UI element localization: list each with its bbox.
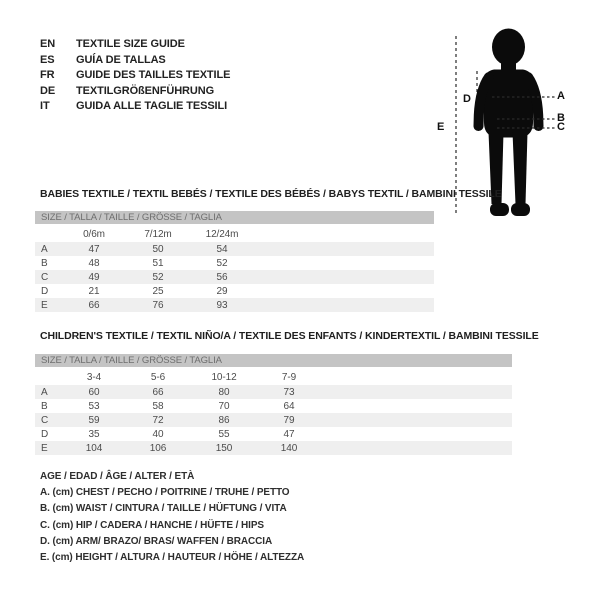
cell: 59: [88, 414, 100, 426]
babies-col-header: 7/12m: [144, 228, 172, 240]
cell: 29: [216, 285, 228, 297]
legend-age-line: AGE / EDAD / ÂGE / ALTER / ETÀ: [40, 471, 195, 482]
cell: 51: [152, 257, 164, 269]
cell: 64: [283, 400, 295, 412]
cell: 73: [283, 386, 295, 398]
language-code: ES: [40, 53, 55, 66]
cell: 104: [85, 442, 103, 454]
language-row-es: [40, 53, 230, 69]
language-list: [40, 37, 230, 115]
cell: 47: [283, 428, 295, 440]
language-title: GUÍA DE TALLAS: [76, 53, 166, 66]
legend-hip-line: C. (cm) HIP / CADERA / HANCHE / HÜFTE / HIPS: [40, 519, 264, 531]
row-label: A: [41, 386, 48, 398]
cell: 52: [216, 257, 228, 269]
babies-col-header: 0/6m: [83, 228, 105, 240]
table-row: [35, 284, 434, 298]
cell: 93: [216, 299, 228, 311]
children-column-headers: [35, 370, 512, 384]
language-row-de: [40, 84, 230, 100]
legend-arm-line: D. (cm) ARM/ BRAZO/ BRAS/ WAFFEN / BRACCIA: [40, 535, 273, 547]
table-row: [35, 385, 512, 399]
row-label: C: [41, 271, 49, 283]
figure-label-waist: B: [557, 112, 565, 124]
children-col-header: 10-12: [211, 371, 237, 383]
cell: 79: [283, 414, 295, 426]
language-title: TEXTILGRÖßENFÜHRUNG: [76, 84, 215, 97]
cell: 25: [152, 285, 164, 297]
language-row-en: [40, 37, 230, 53]
children-col-header: 3-4: [86, 371, 102, 383]
babies-column-headers: [35, 227, 434, 241]
row-label: C: [41, 414, 49, 426]
language-title: GUIDE DES TAILLES TEXTILE: [76, 69, 231, 82]
cell: 60: [88, 386, 100, 398]
table-row: [35, 413, 512, 427]
cell: 70: [218, 400, 230, 412]
cell: 40: [152, 428, 164, 440]
cell: 49: [88, 271, 100, 283]
figure-label-chest: A: [557, 90, 565, 102]
children-col-header: 7-9: [281, 371, 297, 383]
cell: 66: [152, 386, 164, 398]
cell: 150: [215, 442, 233, 454]
measurement-legend: [40, 469, 304, 566]
cell: 86: [218, 414, 230, 426]
table-row: [35, 399, 512, 413]
children-size-header-bar: SIZE / TALLA / TAILLE / GRÖSSE / TAGLIA: [35, 354, 512, 367]
babies-table-body: [35, 242, 434, 312]
children-table-body: [35, 385, 512, 455]
cell: 47: [88, 243, 100, 255]
language-row-it: [40, 99, 230, 115]
legend-height-line: E. (cm) HEIGHT / ALTURA / HAUTEUR / HÖHE / ALTEZZA: [40, 551, 305, 563]
language-code: DE: [40, 84, 56, 97]
cell: 56: [216, 271, 228, 283]
table-row: [35, 441, 512, 455]
cell: 21: [88, 285, 100, 297]
cell: 35: [88, 428, 100, 440]
table-row: [35, 242, 434, 256]
row-label: D: [41, 428, 49, 440]
children-section-title: CHILDREN'S TEXTILE / TEXTIL NIÑO/A / TEXTILE DES ENFANTS / KINDERTEXTIL / BAMBINI TESSILE: [40, 330, 539, 342]
cell: 52: [152, 271, 164, 283]
cell: 50: [152, 243, 164, 255]
table-row: [35, 256, 434, 270]
legend-chest-line: A. (cm) CHEST / PECHO / POITRINE / TRUHE / PETTO: [40, 487, 290, 499]
cell: 80: [218, 386, 230, 398]
language-code: IT: [40, 100, 50, 113]
language-code: EN: [40, 38, 56, 50]
babies-size-header-bar: SIZE / TALLA / TAILLE / GRÖSSE / TAGLIA: [35, 211, 434, 224]
row-label: E: [41, 442, 48, 454]
cell: 66: [88, 299, 100, 311]
table-row: [35, 427, 512, 441]
cell: 76: [152, 299, 164, 311]
language-title: GUIDA ALLE TAGLIE TESSILI: [76, 100, 228, 113]
row-label: A: [41, 243, 48, 255]
cell: 140: [280, 442, 298, 454]
babies-col-header: 12/24m: [205, 228, 239, 240]
row-label: D: [41, 285, 49, 297]
cell: 53: [88, 400, 100, 412]
legend-waist-line: B. (cm) WAIST / CINTURA / TAILLE / HÜFTUNG / VITA: [40, 503, 287, 515]
cell: 55: [218, 428, 230, 440]
row-label: B: [41, 257, 48, 269]
cell: 54: [216, 243, 228, 255]
cell: 72: [152, 414, 164, 426]
row-label: E: [41, 299, 48, 311]
row-label: B: [41, 400, 48, 412]
cell: 58: [152, 400, 164, 412]
language-title: TEXTILE SIZE GUIDE: [76, 38, 185, 50]
figure-label-hip: C: [557, 121, 565, 133]
figure-label-arm: D: [463, 93, 471, 105]
cell: 48: [88, 257, 100, 269]
cell: 106: [149, 442, 167, 454]
language-row-fr: [40, 68, 230, 84]
children-col-header: 5-6: [150, 371, 166, 383]
table-row: [35, 270, 434, 284]
language-code: FR: [40, 69, 55, 82]
table-row: [35, 298, 434, 312]
figure-label-height: E: [437, 121, 445, 133]
babies-section-title: BABIES TEXTILE / TEXTIL BEBÉS / TEXTILE DES BÉBÉS / BABYS TEXTIL / BAMBINI TESSILE: [40, 188, 502, 200]
